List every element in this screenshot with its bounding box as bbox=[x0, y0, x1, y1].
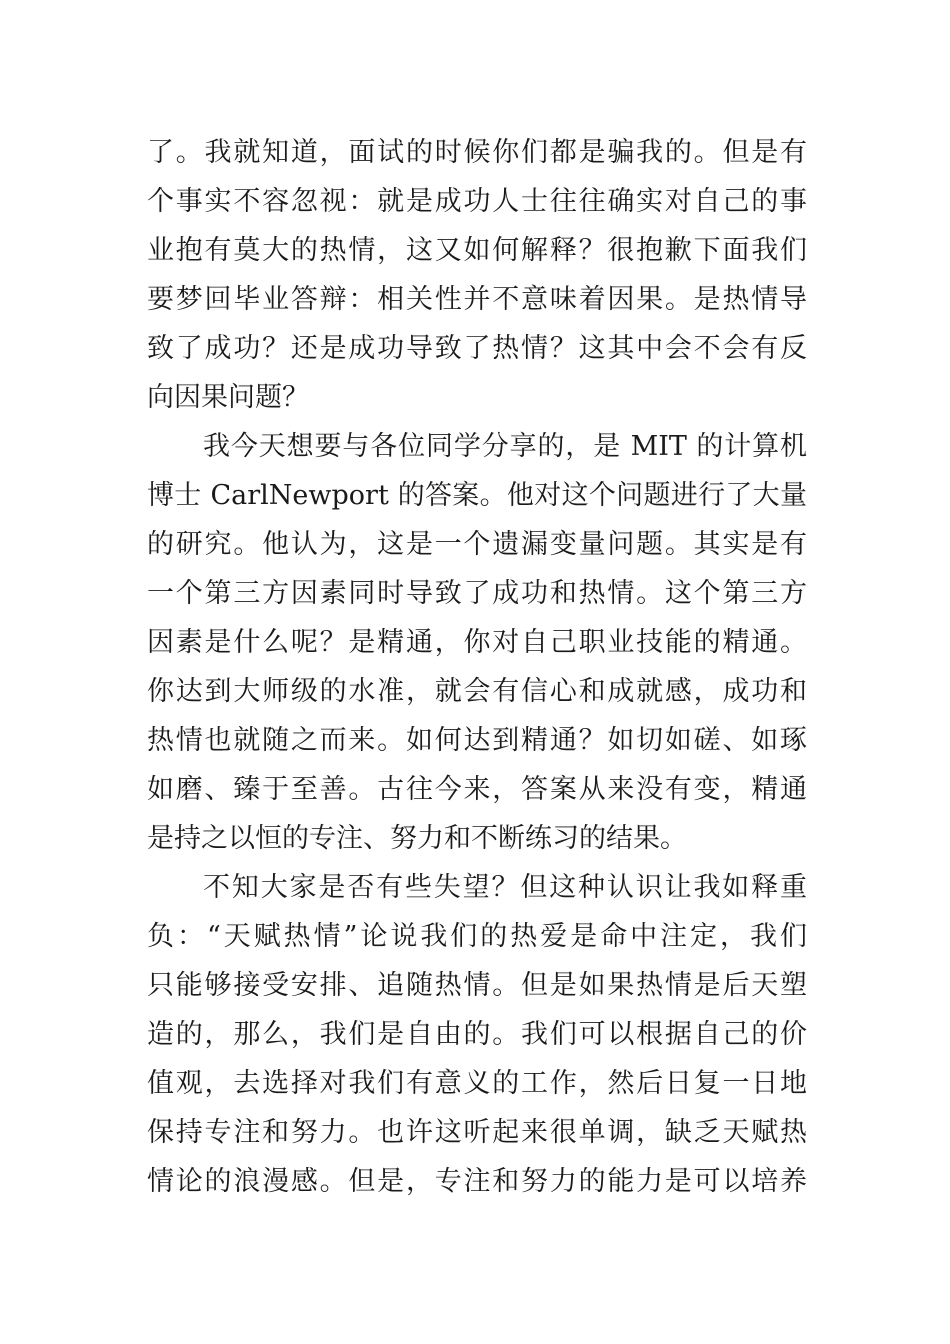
text-line: 的研究。他认为，这是一个遗漏变量问题。其实是有 bbox=[147, 529, 807, 560]
text-line: 要梦回毕业答辩：相关性并不意味着因果。是热情导 bbox=[147, 284, 807, 315]
text-line: 是持之以恒的专注、努力和不断练习的结果。 bbox=[147, 823, 687, 854]
text-line: 我今天想要与各位同学分享的，是 MIT 的计算机 bbox=[203, 431, 807, 462]
text-line: 负：“天赋热情”论说我们的热爱是命中注定，我们 bbox=[147, 921, 807, 952]
text-line: 只能够接受安排、追随热情。但是如果热情是后天塑 bbox=[147, 970, 807, 1001]
text-line: 如磨、臻于至善。古往今来，答案从来没有变，精通 bbox=[147, 774, 807, 805]
text-line: 因素是什么呢？是精通，你对自己职业技能的精通。 bbox=[147, 627, 807, 658]
paragraph bbox=[147, 863, 807, 1206]
text-line: 值观，去选择对我们有意义的工作，然后日复一日地 bbox=[147, 1068, 807, 1099]
text-line: 情论的浪漫感。但是，专注和努力的能力是可以培养 bbox=[147, 1166, 807, 1197]
text-line: 向因果问题？ bbox=[147, 382, 309, 413]
text-line: 造的，那么，我们是自由的。我们可以根据自己的价 bbox=[147, 1019, 807, 1050]
body-text bbox=[147, 128, 807, 1206]
paragraph bbox=[147, 128, 807, 422]
text-line: 个事实不容忽视：就是成功人士往往确实对自己的事 bbox=[147, 186, 807, 217]
text-line: 业抱有莫大的热情，这又如何解释？很抱歉下面我们 bbox=[147, 235, 807, 266]
text-line: 博士 CarlNewport 的答案。他对这个问题进行了大量 bbox=[147, 480, 807, 511]
text-line: 一个第三方因素同时导致了成功和热情。这个第三方 bbox=[147, 578, 807, 609]
text-line: 不知大家是否有些失望？但这种认识让我如释重 bbox=[203, 872, 807, 903]
text-line: 热情也就随之而来。如何达到精通？如切如磋、如琢 bbox=[147, 725, 807, 756]
paragraph bbox=[147, 422, 807, 863]
text-line: 保持专注和努力。也许这听起来很单调，缺乏天赋热 bbox=[147, 1117, 807, 1148]
text-line: 了。我就知道，面试的时候你们都是骗我的。但是有 bbox=[147, 137, 807, 168]
text-line: 致了成功？还是成功导致了热情？这其中会不会有反 bbox=[147, 333, 807, 364]
text-line: 你达到大师级的水准，就会有信心和成就感，成功和 bbox=[147, 676, 807, 707]
